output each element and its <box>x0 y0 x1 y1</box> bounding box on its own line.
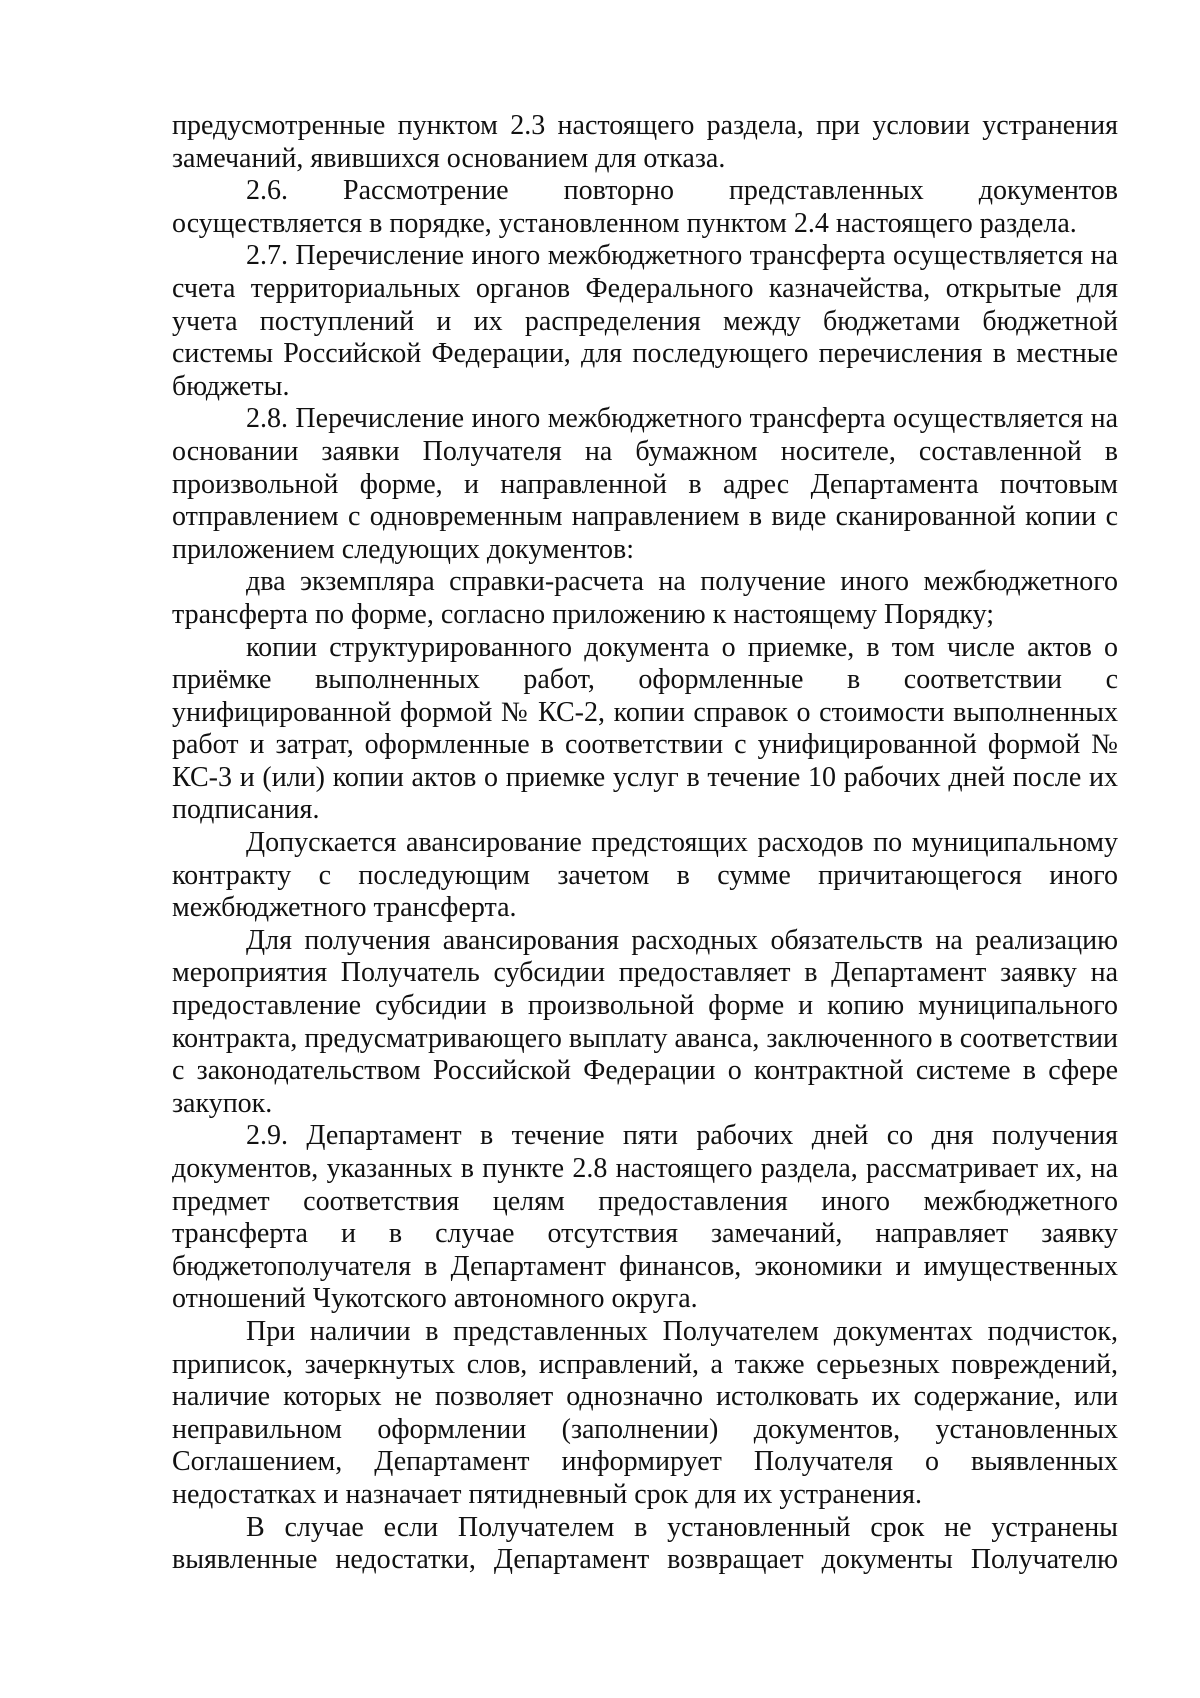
paragraph-advance-request: Для получения авансирования расходных обязательств на реализацию мероприятия Получатель субсидии предоставляет в Департамент заявку на предоставление субсидии в произвольной форме и копию муниципального контракта, предусматривающего выплату аванса, заключенного в соответствии с законодательством Российской Федерации о контрактной системе в сфере закупок. <box>172 924 1118 1119</box>
paragraph-defects: При наличии в представленных Получателем документах подчисток, приписок, зачеркнутых слов, исправлений, а также серьезных повреждений, наличие которых не позволяет однозначно истолковать их содержание, или неправильном оформлении (заполнении) документов, установленных Соглашением, Департамент информирует Получателя о выявленных недостатках и назначает пятидневный срок для их устранения. <box>172 1315 1118 1510</box>
paragraph-2-9: 2.9. Департамент в течение пяти рабочих дней со дня получения документов, указанных в пункте 2.8 настоящего раздела, рассматривает их, на предмет соответствия целям предоставления иного межбюджетного трансферта и в случае отсутствия замечаний, направляет заявку бюджетополучателя в Департамент финансов, экономики и имущественных отношений Чукотского автономного округа. <box>172 1120 1118 1315</box>
paragraph-2-8: 2.8. Перечисление иного межбюджетного трансферта осуществляется на основании заявки Получателя на бумажном носителе, составленной в произвольной форме, и направленной в адрес Департамента почтовым отправлением с одновременным направлением в виде сканированной копии с приложением следующих документов: <box>172 403 1118 565</box>
paragraph-advance-allowed: Допускается авансирование предстоящих расходов по муниципальному контракту с последующим зачетом в сумме причитающегося иного межбюджетного трансферта. <box>172 827 1118 924</box>
paragraph-2-6: 2.6. Рассмотрение повторно представленных документов осуществляется в порядке, установленном пунктом 2.4 настоящего раздела. <box>172 175 1118 239</box>
paragraph-continuation: предусмотренные пунктом 2.3 настоящего раздела, при условии устранения замечаний, явившихся основанием для отказа. <box>172 110 1118 174</box>
document-page <box>172 110 1118 1577</box>
paragraph-return-documents: В случае если Получателем в установленный срок не устранены выявленные недостатки, Департамент возвращает документы Получателю <box>172 1511 1118 1576</box>
paragraph-2-7: 2.7. Перечисление иного межбюджетного трансферта осуществляется на счета территориальных органов Федерального казначейства, открытые для учета поступлений и их распределения между бюджетами бюджетной системы Российской Федерации, для последующего перечисления в местные бюджеты. <box>172 240 1118 402</box>
paragraph-list-item-acceptance-acts: копии структурированного документа о приемке, в том числе актов о приёмке выполненных работ, оформленные в соответствии с унифицированной формой № КС-2, копии справок о стоимости выполненных работ и затрат, оформленные в соответствии с унифицированной формой № КС-3 и (или) копии актов о приемке услуг в течение 10 рабочих дней после их подписания. <box>172 631 1118 826</box>
paragraph-list-item-certificate: два экземпляра справки-расчета на получение иного межбюджетного трансферта по форме, согласно приложению к настоящему Порядку; <box>172 566 1118 630</box>
